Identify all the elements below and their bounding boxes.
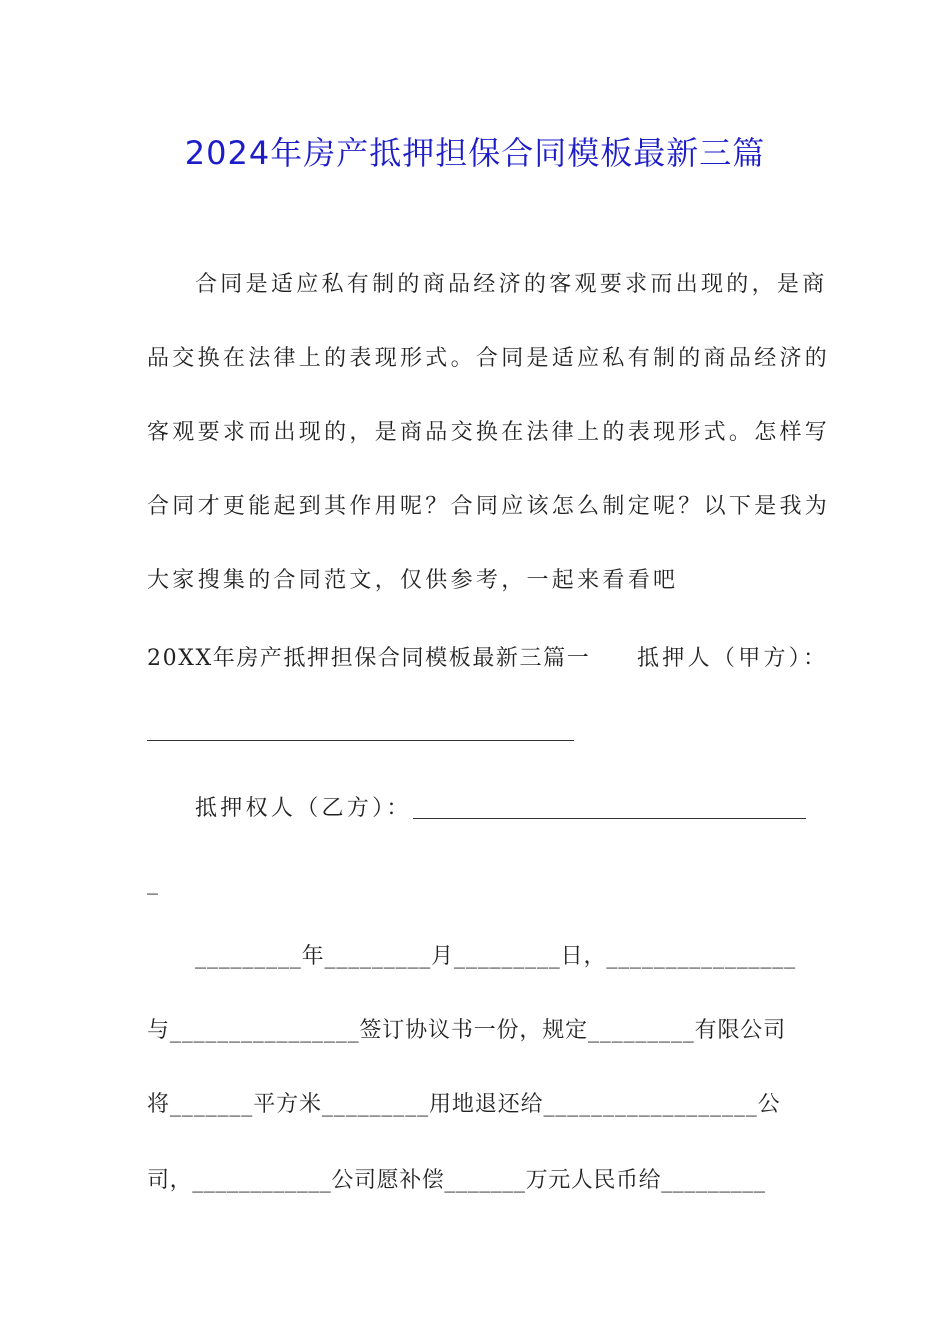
party-b-blank: [413, 818, 806, 819]
intro-line-5: 大家搜集的合同范文，仅供参考，一起来看看吧: [147, 568, 679, 593]
party-a-blank: [147, 740, 574, 741]
party-a-label: 抵押人（甲方）：: [637, 646, 829, 671]
party-b-blank-continued: _: [147, 870, 162, 895]
intro-line-2: 品交换在法律上的表现形式。合同是适应私有制的商品经济的: [147, 346, 831, 371]
body-line-2: 将_______平方米_________用地退还给__________________公: [147, 1092, 781, 1117]
section-heading: 20XX年房产抵押担保合同模板最新三篇一: [147, 646, 591, 671]
body-line-3: 司，____________公司愿补偿_______万元人民币给_________: [147, 1168, 766, 1193]
intro-line-3: 客观要求而出现的，是商品交换在法律上的表现形式。怎样写: [147, 420, 831, 445]
intro-line-1: 合同是适应私有制的商品经济的客观要求而出现的，是商: [195, 272, 828, 297]
body-line-1: 与________________签订协议书一份，规定_________有限公司: [147, 1018, 787, 1043]
intro-line-4: 合同才更能起到其作用呢？合同应该怎么制定呢？以下是我为: [147, 494, 831, 519]
party-b-label: 抵押权人（乙方）：: [195, 796, 412, 821]
document-title: 2024年房产抵押担保合同模板最新三篇: [184, 134, 766, 172]
date-line: _________年_________月_________日，________________: [195, 944, 796, 969]
